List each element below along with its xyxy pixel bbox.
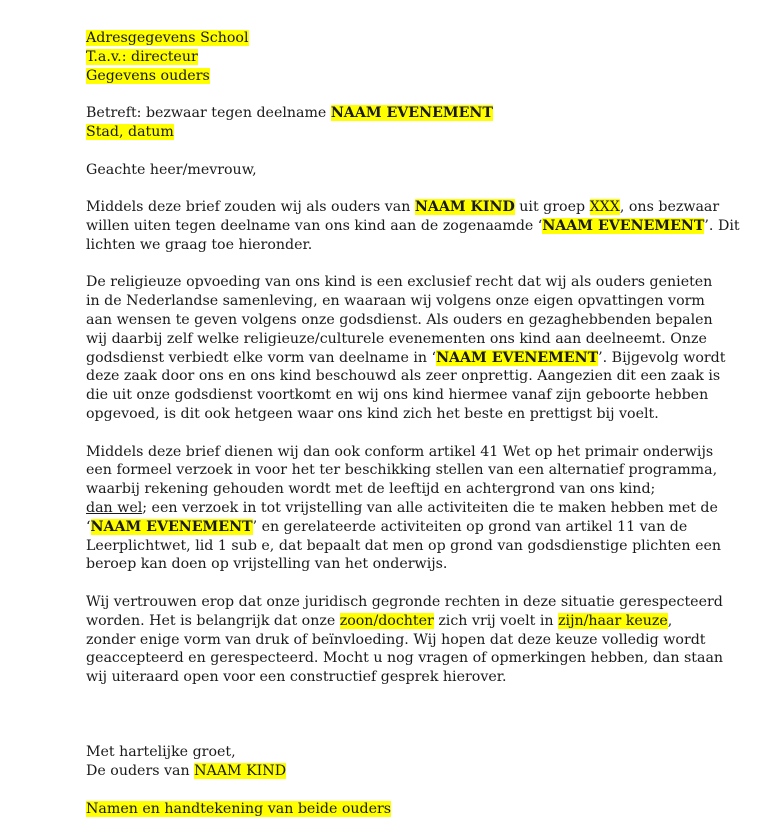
p4-text: , [667,612,673,629]
p2-line: wij daarbij zelf welke religieuze/culturele evenementen ons kind aan deelneemt. Onze [86,330,707,347]
p1-text: uit groep [514,199,590,216]
p1-text: Middels deze brief zouden wij als ouders van [86,199,415,216]
child-name: NAAM KIND [414,199,515,216]
p2-line: in de Nederlandse samenleving, en waaraan wij volgens onze eigen opvattingen vorm [86,293,705,310]
p2-line: deze zaak door ons en ons kind beschouwd als zeer onprettig. Aangezien dit een zaak is [86,368,721,385]
event-name: NAAM EVENEMENT [90,518,253,535]
signatures: Namen en handtekening van beide ouders [86,800,392,817]
p4-line [86,612,726,631]
p3-line: Leerplichtwet, lid 1 sub e, dat bepaalt dat men op grond van godsdienstige plichten een [86,537,722,554]
child-name: NAAM KIND [194,763,287,780]
place-date-line [86,123,726,142]
p3-line [86,499,726,518]
subject-line [86,104,726,123]
school-address: Adresgegevens School [86,30,249,46]
p1-line [86,217,740,236]
p4-line: geaccepteerd en gerespecteerd. Mocht u nog vragen of opmerkingen hebben, dan staan [86,650,724,667]
letter [86,29,740,818]
closing-greeting: Met hartelijke groet, [86,744,236,761]
sender-line [86,762,726,781]
subject-prefix: Betreft: bezwaar tegen deelname [86,105,331,122]
subject-event: NAAM EVENEMENT [330,105,493,122]
attention-line [86,48,726,67]
p1-text: , ons bezwaar [619,199,720,216]
parents-details: Gegevens ouders [86,67,210,84]
p2-text: godsdienst verbiedt elke vorm van deelname in ‘ [86,349,437,366]
school-address-line [86,29,726,48]
event-name: NAAM EVENEMENT [436,349,599,366]
p2-line: die uit onze godsdienst voortkomt en wij ons kind hiermee vanaf zijn geboorte hebben [86,387,709,404]
attention: T.a.v.: directeur [86,48,198,65]
paragraph-1 [86,198,740,254]
p3-text: ’ en gerelateerde activiteiten op grond van artikel 11 van de [252,518,688,535]
p3-text: ‘ [86,518,91,535]
p4-line: wij uiteraard open voor een constructief gesprek hierover. [86,669,507,686]
salutation: Geachte heer/mevrouw, [86,161,257,178]
p2-text: ’. Bijgevolg wordt [598,349,726,366]
his-her-choice: zijn/haar keuze [558,612,668,629]
son-daughter: zoon/dochter [339,612,434,629]
p1-text: willen uiten tegen deelname van ons kind aan de zogenaamde ‘ [86,217,543,234]
p2-line: De religieuze opvoeding van ons kind is een exclusief recht dat wij als ouders genieten [86,274,713,291]
p3-line [86,518,726,537]
event-name: NAAM EVENEMENT [542,217,705,234]
paragraph-4 [86,593,726,687]
paragraph-3 [86,443,726,575]
p4-text: zich vrij voelt in [433,612,559,629]
paragraph-2 [86,273,726,423]
p4-text: worden. Het is belangrijk dat onze [86,612,340,629]
p1-text: ’. Dit [704,217,740,234]
p3-line: beroep kan doen op vrijstelling van het onderwijs. [86,556,448,573]
signature-line [86,800,726,819]
parents-details-line [86,67,726,86]
p3-line: Middels deze brief dienen wij dan ook conform artikel 41 Wet op het primair onderwijs [86,443,714,460]
p2-line [86,349,726,368]
dan-wel-underlined: dan wel [86,499,143,516]
p2-line: aan wensen te geven volgens onze godsdienst. Als ouders en gezaghebbenden bepalen [86,311,713,328]
place-date: Stad, datum [86,123,174,140]
group-number: XXX [589,199,620,216]
p3-text: ; een verzoek in tot vrijstelling van alle activiteiten die te maken hebben met de [142,499,718,516]
p2-line: opgevoed, is dit ook hetgeen waar ons kind zich het beste en prettigst bij voelt. [86,405,659,422]
p4-line: zonder enige vorm van druk of beïnvloeding. Wij hopen dat deze keuze volledig wordt [86,631,706,648]
p1-line: lichten we graag toe hieronder. [86,236,313,253]
p4-line: Wij vertrouwen erop dat onze juridisch gegronde rechten in deze situatie gerespecteerd [86,593,723,610]
p1-line [86,198,726,217]
p3-line: waarbij rekening gehouden wordt met de leeftijd en achtergrond van ons kind; [86,481,656,498]
p3-line: een formeel verzoek in voor het ter beschikking stellen van een alternatief programma, [86,462,718,479]
sender-prefix: De ouders van [86,763,195,780]
